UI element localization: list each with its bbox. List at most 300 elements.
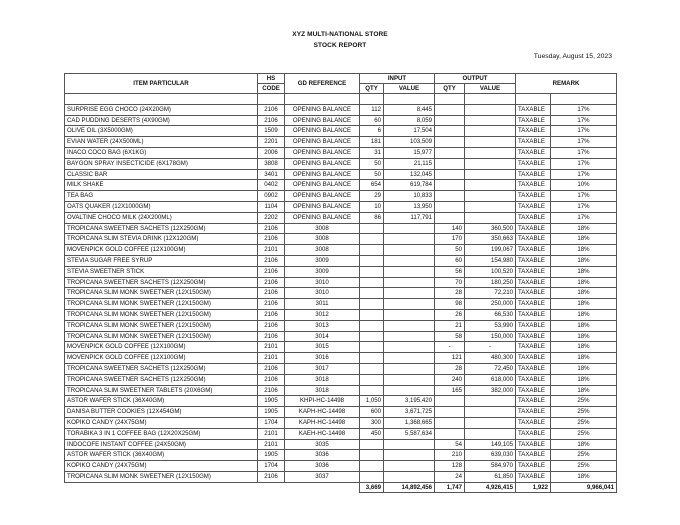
remark-rate-cell: 18%	[551, 471, 617, 482]
gd-reference-cell: 3036	[285, 450, 360, 461]
totals-row	[65, 482, 617, 493]
input-qty-cell: 654	[360, 180, 384, 191]
output-qty-cell: 70	[435, 277, 465, 288]
item-cell: OLIVE OIL (3X5000GM)	[65, 126, 258, 137]
gd-reference-cell: OPENING BALANCE	[285, 147, 360, 158]
remark-rate-cell: 18%	[551, 363, 617, 374]
hs-code-cell: 1905	[258, 407, 285, 418]
input-qty-cell	[360, 223, 384, 234]
col-header-output: OUTPUT	[435, 74, 516, 84]
table-row	[65, 288, 617, 299]
output-value-cell: 618,000	[465, 374, 516, 385]
output-qty-cell	[435, 115, 465, 126]
item-cell: MOVENPICK GOLD COFFEE (12X100GM)	[65, 342, 258, 353]
gd-reference-cell: 3009	[285, 255, 360, 266]
input-value-cell: 103,509	[384, 137, 435, 148]
col-header-remark: REMARK	[516, 74, 617, 94]
input-value-cell	[384, 363, 435, 374]
hs-code-cell: 1905	[258, 450, 285, 461]
table-row	[65, 407, 617, 418]
hs-code-cell: 0902	[258, 191, 285, 202]
table-row	[65, 396, 617, 407]
input-value-cell: 5,587,634	[384, 428, 435, 439]
remark-tax-cell: TAXABLE	[516, 299, 551, 310]
remark-tax-cell: TAXABLE	[516, 234, 551, 245]
table-row	[65, 266, 617, 277]
output-qty-cell: 170	[435, 234, 465, 245]
table-row	[65, 320, 617, 331]
hs-code-cell: 2201	[258, 137, 285, 148]
hs-code-cell: 2106	[258, 277, 285, 288]
output-value-cell: 72,210	[465, 288, 516, 299]
table-row	[65, 277, 617, 288]
hs-code-cell: 1905	[258, 396, 285, 407]
item-cell: TROPICANA SWEETNER SACHETS (12X250GM)	[65, 223, 258, 234]
gd-reference-cell: OPENING BALANCE	[285, 180, 360, 191]
gd-reference-cell: OPENING BALANCE	[285, 191, 360, 202]
table-row	[65, 104, 617, 115]
output-qty-cell: -	[435, 342, 465, 353]
item-cell: MOVENPICK GOLD COFFEE (12X100GM)	[65, 245, 258, 256]
output-value-cell	[465, 396, 516, 407]
gd-reference-cell: 3008	[285, 223, 360, 234]
remark-tax-cell: TAXABLE	[516, 353, 551, 364]
remark-tax-cell: TAXABLE	[516, 428, 551, 439]
gd-reference-cell: 3009	[285, 266, 360, 277]
input-value-cell: 17,504	[384, 126, 435, 137]
remark-tax-cell: TAXABLE	[516, 277, 551, 288]
output-value-cell: 250,000	[465, 299, 516, 310]
hs-code-cell: 2106	[258, 223, 285, 234]
item-cell: TROPICANA SWEETNER SACHETS (12X250GM)	[65, 363, 258, 374]
input-qty-cell	[360, 439, 384, 450]
item-cell: TROPICANA SLIM MONK SWEETNER (12X150GM)	[65, 471, 258, 482]
item-cell: INACO COCO BAG (6X1KG)	[65, 147, 258, 158]
output-qty-cell: 240	[435, 374, 465, 385]
gd-reference-cell: 3008	[285, 234, 360, 245]
hs-code-cell: 2106	[258, 266, 285, 277]
hs-code-cell: 1509	[258, 126, 285, 137]
remark-tax-cell: TAXABLE	[516, 385, 551, 396]
hs-code-cell: 2101	[258, 428, 285, 439]
hs-code-cell: 2101	[258, 439, 285, 450]
table-row	[65, 309, 617, 320]
store-title: XYZ MULTI-NATIONAL STORE	[292, 31, 388, 38]
input-qty-cell	[360, 374, 384, 385]
output-value-cell: 53,990	[465, 320, 516, 331]
input-value-cell	[384, 450, 435, 461]
remark-tax-cell: TAXABLE	[516, 201, 551, 212]
output-value-cell: 584,970	[465, 461, 516, 472]
input-qty-cell: 31	[360, 147, 384, 158]
output-qty-cell	[435, 407, 465, 418]
hs-code-cell: 2106	[258, 471, 285, 482]
remark-tax-cell: TAXABLE	[516, 461, 551, 472]
output-qty-cell	[435, 158, 465, 169]
report-date: Tuesday, August 15, 2023	[533, 53, 612, 60]
table-row	[65, 180, 617, 191]
item-cell: OATS QUAKER (12X1000GM)	[65, 201, 258, 212]
item-cell: INDOCOFE INSTANT COFFEE (24X50GM)	[65, 439, 258, 450]
input-value-cell: 8,445	[384, 104, 435, 115]
remark-tax-cell: TAXABLE	[516, 104, 551, 115]
input-qty-cell	[360, 363, 384, 374]
remark-tax-cell: TAXABLE	[516, 450, 551, 461]
output-value-cell: 61,850	[465, 471, 516, 482]
remark-tax-cell: TAXABLE	[516, 320, 551, 331]
item-cell: ASTOR WAFER STICK (36X40GM)	[65, 396, 258, 407]
input-qty-cell: 10	[360, 201, 384, 212]
output-qty-cell: 128	[435, 461, 465, 472]
table-row	[65, 439, 617, 450]
remark-rate-cell: 18%	[551, 385, 617, 396]
item-cell: TROPICANA SLIM STEVIA DRINK (12X120GM)	[65, 234, 258, 245]
input-value-cell: 13,950	[384, 201, 435, 212]
item-cell: STEVIA SUGAR FREE SYRUP	[65, 255, 258, 266]
hs-code-cell: 2106	[258, 363, 285, 374]
total-input-qty: 3,669	[360, 482, 384, 493]
input-qty-cell: 86	[360, 212, 384, 223]
gd-reference-cell: 3037	[285, 471, 360, 482]
gd-reference-cell: 3011	[285, 299, 360, 310]
remark-rate-cell: 25%	[551, 461, 617, 472]
total-input-value: 14,892,456	[384, 482, 435, 493]
total-output-value: 4,926,415	[465, 482, 516, 493]
output-qty-cell: 98	[435, 299, 465, 310]
output-value-cell: 480,300	[465, 353, 516, 364]
remark-rate-cell: 17%	[551, 158, 617, 169]
item-cell: TROPICANA SWEETNER SACHETS (12X250GM)	[65, 277, 258, 288]
input-value-cell: 21,115	[384, 158, 435, 169]
output-qty-cell: 56	[435, 266, 465, 277]
table-row	[65, 137, 617, 148]
input-value-cell: 15,977	[384, 147, 435, 158]
table-row	[65, 353, 617, 364]
hs-code-cell: 2106	[258, 320, 285, 331]
output-qty-cell: 165	[435, 385, 465, 396]
col-header-item: ITEM PARTICULAR	[65, 74, 258, 94]
table-row	[65, 363, 617, 374]
output-qty-cell: 58	[435, 331, 465, 342]
table-body	[65, 94, 617, 483]
output-value-cell	[465, 180, 516, 191]
remark-rate-cell: 17%	[551, 137, 617, 148]
output-qty-cell: 50	[435, 245, 465, 256]
remark-rate-cell: 18%	[551, 374, 617, 385]
table-row	[65, 342, 617, 353]
input-value-cell	[384, 353, 435, 364]
remark-tax-cell: TAXABLE	[516, 288, 551, 299]
remark-tax-cell: TAXABLE	[516, 266, 551, 277]
hs-code-cell: 2106	[258, 331, 285, 342]
output-value-cell: 180,250	[465, 277, 516, 288]
hs-code-cell: 0402	[258, 180, 285, 191]
gd-reference-cell: KAPH-HC-14498	[285, 407, 360, 418]
totals-blank	[285, 482, 360, 493]
output-value-cell: 66,530	[465, 309, 516, 320]
table-row	[65, 255, 617, 266]
remark-rate-cell: 18%	[551, 223, 617, 234]
input-qty-cell	[360, 309, 384, 320]
output-value-cell	[465, 212, 516, 223]
output-value-cell: 150,000	[465, 331, 516, 342]
gd-reference-cell: 3010	[285, 288, 360, 299]
col-header-output-value: VALUE	[465, 84, 516, 94]
input-qty-cell	[360, 353, 384, 364]
remark-rate-cell: 17%	[551, 169, 617, 180]
table-row	[65, 191, 617, 202]
table-row	[65, 234, 617, 245]
output-qty-cell: 140	[435, 223, 465, 234]
output-value-cell	[465, 407, 516, 418]
input-value-cell: 117,791	[384, 212, 435, 223]
remark-rate-cell: 17%	[551, 104, 617, 115]
item-cell: TROPICANA SLIM MONK SWEETNER (12X150GM)	[65, 288, 258, 299]
remark-rate-cell: 25%	[551, 396, 617, 407]
gd-reference-cell: KAPH-HC-14498	[285, 417, 360, 428]
output-qty-cell	[435, 428, 465, 439]
hs-code-cell: 2202	[258, 212, 285, 223]
input-value-cell	[384, 331, 435, 342]
item-cell: TROPICANA SLIM MONK SWEETNER (12X150GM)	[65, 320, 258, 331]
input-value-cell	[384, 374, 435, 385]
table-row	[65, 461, 617, 472]
input-qty-cell	[360, 450, 384, 461]
hs-code-cell: 2101	[258, 342, 285, 353]
gd-reference-cell: 3008	[285, 245, 360, 256]
remark-tax-cell: TAXABLE	[516, 137, 551, 148]
input-value-cell: 619,784	[384, 180, 435, 191]
remark-tax-cell: TAXABLE	[516, 223, 551, 234]
gd-reference-cell: OPENING BALANCE	[285, 104, 360, 115]
item-cell: STEVIA SWEETNER STICK	[65, 266, 258, 277]
output-value-cell	[465, 201, 516, 212]
table-row	[65, 245, 617, 256]
remark-tax-cell: TAXABLE	[516, 212, 551, 223]
output-qty-cell: 21	[435, 320, 465, 331]
input-value-cell: 132,045	[384, 169, 435, 180]
gd-reference-cell: OPENING BALANCE	[285, 158, 360, 169]
remark-rate-cell: 18%	[551, 299, 617, 310]
remark-rate-cell: 18%	[551, 331, 617, 342]
input-qty-cell	[360, 266, 384, 277]
remark-rate-cell: 17%	[551, 147, 617, 158]
remark-tax-cell: TAXABLE	[516, 342, 551, 353]
gd-reference-cell: 3014	[285, 331, 360, 342]
item-cell: TROPICANA SLIM SWEETNER TABLETS (20X6GM)	[65, 385, 258, 396]
col-header-hs	[258, 74, 285, 84]
table-row	[65, 212, 617, 223]
output-value-cell	[465, 126, 516, 137]
report-title: STOCK REPORT	[313, 42, 367, 49]
output-qty-cell: 121	[435, 353, 465, 364]
output-value-cell: 149,105	[465, 439, 516, 450]
item-cell: TROPICANA SWEETNER SACHETS (12X250GM)	[65, 374, 258, 385]
hs-code-cell: 3808	[258, 158, 285, 169]
input-qty-cell: 600	[360, 407, 384, 418]
output-qty-cell: 28	[435, 288, 465, 299]
col-header-input: INPUT	[360, 74, 435, 84]
col-header-hs-code: CODE	[258, 84, 285, 94]
input-value-cell	[384, 320, 435, 331]
remark-tax-cell: TAXABLE	[516, 147, 551, 158]
input-qty-cell	[360, 471, 384, 482]
totals-blank	[65, 482, 258, 493]
output-qty-cell: 28	[435, 363, 465, 374]
input-qty-cell: 300	[360, 417, 384, 428]
remark-tax-cell: TAXABLE	[516, 245, 551, 256]
item-cell: TEA BAG	[65, 191, 258, 202]
hs-code-cell: 3401	[258, 169, 285, 180]
remark-rate-cell: 25%	[551, 428, 617, 439]
table-row	[65, 450, 617, 461]
input-qty-cell	[360, 288, 384, 299]
input-qty-cell	[360, 234, 384, 245]
col-header-input-value: VALUE	[384, 84, 435, 94]
output-value-cell: 350,663	[465, 234, 516, 245]
input-value-cell	[384, 461, 435, 472]
remark-rate-cell: 18%	[551, 288, 617, 299]
remark-tax-cell: TAXABLE	[516, 417, 551, 428]
item-cell: CLASSIC BAR	[65, 169, 258, 180]
output-qty-cell	[435, 201, 465, 212]
hs-code-cell: 2106	[258, 115, 285, 126]
remark-rate-cell: 18%	[551, 277, 617, 288]
hs-code-cell: 2106	[258, 255, 285, 266]
input-value-cell	[384, 309, 435, 320]
remark-rate-cell: 18%	[551, 439, 617, 450]
remark-tax-cell: TAXABLE	[516, 331, 551, 342]
item-cell: DANISA BUTTER COOKIES (12X454GM)	[65, 407, 258, 418]
input-value-cell	[384, 266, 435, 277]
input-qty-cell: 29	[360, 191, 384, 202]
input-value-cell: 3,195,420	[384, 396, 435, 407]
output-value-cell: 199,067	[465, 245, 516, 256]
hs-code-cell: 2006	[258, 147, 285, 158]
item-cell: CAD PUDDING DESERTS (4X90GM)	[65, 115, 258, 126]
remark-rate-cell: 17%	[551, 115, 617, 126]
input-qty-cell	[360, 385, 384, 396]
remark-tax-cell: TAXABLE	[516, 396, 551, 407]
output-qty-cell	[435, 396, 465, 407]
output-value-cell	[465, 137, 516, 148]
input-value-cell	[384, 385, 435, 396]
input-qty-cell: 60	[360, 115, 384, 126]
hs-code-cell: 2106	[258, 288, 285, 299]
table-row	[65, 126, 617, 137]
remark-tax-cell: TAXABLE	[516, 439, 551, 450]
gd-reference-cell: 3017	[285, 363, 360, 374]
hs-code-cell: 2101	[258, 245, 285, 256]
remark-rate-cell: 17%	[551, 212, 617, 223]
output-qty-cell: 210	[435, 450, 465, 461]
remark-tax-cell: TAXABLE	[516, 407, 551, 418]
gd-reference-cell: 3013	[285, 320, 360, 331]
input-qty-cell	[360, 342, 384, 353]
hs-code-cell: 2106	[258, 299, 285, 310]
totals-blank	[258, 482, 285, 493]
output-qty-cell	[435, 169, 465, 180]
gd-reference-cell: 3036	[285, 461, 360, 472]
output-value-cell: 100,520	[465, 266, 516, 277]
input-qty-cell	[360, 299, 384, 310]
remark-rate-cell: 18%	[551, 320, 617, 331]
item-cell: KOPIKO CANDY (24X75GM)	[65, 461, 258, 472]
input-qty-cell	[360, 255, 384, 266]
total-output-qty: 1,747	[435, 482, 465, 493]
input-qty-cell	[360, 277, 384, 288]
table-row	[65, 331, 617, 342]
input-value-cell	[384, 342, 435, 353]
spacer-row	[65, 94, 617, 105]
output-value-cell: 360,500	[465, 223, 516, 234]
item-cell: ASTOR WAFER STICK (36X40GM)	[65, 450, 258, 461]
input-value-cell	[384, 245, 435, 256]
table-row	[65, 417, 617, 428]
output-qty-cell	[435, 104, 465, 115]
input-qty-cell: 1,050	[360, 396, 384, 407]
gd-reference-cell: OPENING BALANCE	[285, 126, 360, 137]
remark-tax-cell: TAXABLE	[516, 363, 551, 374]
hs-code-cell: 2106	[258, 374, 285, 385]
input-qty-cell: 50	[360, 158, 384, 169]
col-header-output-qty: QTY	[435, 84, 465, 94]
remark-rate-cell: 18%	[551, 255, 617, 266]
table-row	[65, 385, 617, 396]
input-value-cell: 8,059	[384, 115, 435, 126]
table-row	[65, 158, 617, 169]
output-qty-cell	[435, 212, 465, 223]
input-value-cell: 10,833	[384, 191, 435, 202]
gd-reference-cell: 3015	[285, 342, 360, 353]
gd-reference-cell: 3018	[285, 374, 360, 385]
remark-rate-cell: 25%	[551, 407, 617, 418]
output-value-cell	[465, 428, 516, 439]
input-value-cell	[384, 223, 435, 234]
gd-reference-cell: KHPI-HC-14498	[285, 396, 360, 407]
output-qty-cell	[435, 147, 465, 158]
hs-code-cell: 2106	[258, 385, 285, 396]
output-value-cell	[465, 158, 516, 169]
hs-code-cell: 2106	[258, 104, 285, 115]
output-value-cell: 382,000	[465, 385, 516, 396]
gd-reference-cell: OPENING BALANCE	[285, 201, 360, 212]
output-qty-cell	[435, 137, 465, 148]
input-value-cell	[384, 234, 435, 245]
gd-reference-cell: OPENING BALANCE	[285, 115, 360, 126]
remark-rate-cell: 25%	[551, 450, 617, 461]
stock-table	[64, 73, 617, 493]
item-cell: SURPRISE EGG CHOCO (24X20GM)	[65, 104, 258, 115]
item-cell: KOPIKO CANDY (24X75GM)	[65, 417, 258, 428]
input-value-cell	[384, 471, 435, 482]
hs-code-cell: 2106	[258, 309, 285, 320]
col-header-gd: GD REFERENCE	[285, 74, 360, 94]
output-qty-cell: 60	[435, 255, 465, 266]
remark-rate-cell: 10%	[551, 180, 617, 191]
input-qty-cell	[360, 320, 384, 331]
remark-rate-cell: 17%	[551, 191, 617, 202]
table-row	[65, 201, 617, 212]
output-value-cell: 154,980	[465, 255, 516, 266]
item-cell: OVALTINE CHOCO MILK (24X200ML)	[65, 212, 258, 223]
item-cell: MOVENPICK GOLD COFFEE (12X100GM)	[65, 353, 258, 364]
hs-code-cell: 1704	[258, 461, 285, 472]
gd-reference-cell: OPENING BALANCE	[285, 212, 360, 223]
gd-reference-cell: KAEH-HC-14498	[285, 428, 360, 439]
input-value-cell	[384, 255, 435, 266]
hs-code-cell: 2106	[258, 234, 285, 245]
